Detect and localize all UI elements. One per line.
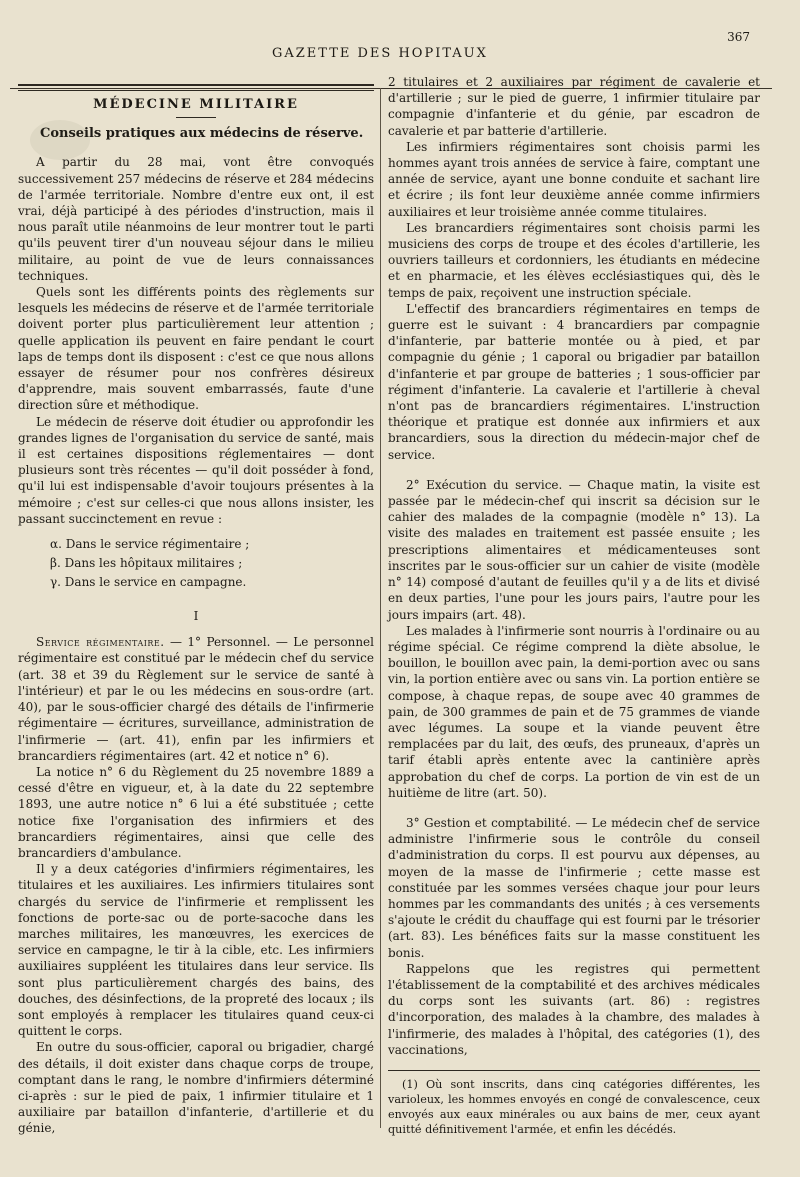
paragraph: L'effectif des brancardiers régimentaires en temps de guerre est le suivant : 4 brancardiers par compagnie d'infanterie, par batterie montée ou à pied, et par compagnie du génie ; 1 caporal ou brigadier par bataillon d'infanterie et par groupe de batteries ; 1 sous-officier par régiment d'infanterie. La cavalerie et l'artillerie à cheval n'ont pas de brancardiers régimentaires. L'instruction théorique et pratique est donnée aux infirmiers et aux brancardiers, sous la direction du médecin-major chef de service. — [388, 301, 760, 462]
paragraph: 2 titulaires et 2 auxiliaires par régiment de cavalerie et d'artillerie ; sur le pied de guerre, 1 infirmier titulaire par compagnie d'infanterie et du génie, par escadron de cavalerie et par batterie d'artillerie. — [388, 75, 760, 138]
page-header — [0, 28, 800, 68]
spacer — [388, 801, 760, 815]
left-column — [18, 70, 374, 1137]
paragraph: Les brancardiers régimentaires sont choisis parmi les musiciens des corps de troupe et des écoles d'artillerie, les ouvriers tailleurs et cordonniers, les étudiants en médecine et en pharmacie, et les élèves ecclésiastiques qui, dès le temps de paix, reçoivent une instruction spéciale. — [388, 220, 760, 300]
paragraph: A partir du 28 mai, vont être convoqués successivement 257 médecins de réserve et 284 médecins de l'armée territoriale. Nombre d'entre eux ont, il est vrai, déjà participé à des périodes d'instruction, mais il nous paraît utile néanmoins de leur montrer tout le parti qu'ils peuvent tirer d'un nouveau séjour dans le milieu militaire, au point de vue de leurs connaissances techniques. — [18, 155, 374, 283]
title-underline — [176, 117, 216, 118]
section-number: I — [193, 609, 199, 624]
spacer — [388, 463, 760, 477]
list-item: β. Dans les hôpitaux militaires ; — [50, 556, 243, 571]
page-number: 367 — [727, 30, 750, 44]
column-divider — [380, 88, 381, 1128]
running-title: GAZETTE DES HOPITAUX — [272, 46, 488, 61]
paragraph: Rappelons que les registres qui permettent l'établissement de la comptabilité et des archives médicales du corps sont les suivants (art. 86) : registres d'incorporation, des malades à la chambre, des malades à l'infirmerie, des malades à l'hôpital, des catégories (1), des vaccinations, — [388, 961, 760, 1057]
paragraph: Le médecin de réserve doit étudier ou approfondir les grandes lignes de l'organisation du service de santé, mais il est certaines dispositions réglementaires — dont plusieurs sont très récentes — qu'il doit posséder à fond, qu'il lui est indispensable d'avoir toujours présentes à la mémoire ; c'est sur celles-ci que nous allons insister, les passant succinctement en revue : — [18, 414, 374, 526]
list-item: γ. Dans le service en campagne. — [50, 575, 247, 590]
paragraph: En outre du sous-officier, caporal ou brigadier, chargé des détails, il doit exister dans chaque corps de troupe, comptant dans le rang, le nombre d'infirmiers déterminé ci-après : sur le pied de paix, 1 infirmier titulaire et 1 auxiliaire par bataillon d'infanterie, d'artillerie et du génie, — [18, 1040, 374, 1136]
paragraph: Il y a deux catégories d'infirmiers régimentaires, les titulaires et les auxiliaires. Les infirmiers titulaires sont chargés du service de l'infirmerie et remplissent les fonctions de porte-sac ou de porte-sacoche dans les marches militaires, les manœuvres, les exercices de service en campagne, le tir à la cible, etc. Les infirmiers auxiliaires suppléent les titulaires dans leur service. Ils sont plus particulièrement chargés des bains, des douches, des désinfections, de la propreté des locaux ; ils sont employés à remplacer les titulaires quand ceux-ci quittent le corps. — [18, 862, 374, 1039]
section-rule — [18, 84, 374, 91]
paragraph: La notice n° 6 du Règlement du 25 novembre 1889 a cessé d'être en vigueur, et, à la date du 22 septembre 1893, une autre notice n° 6 lui a été substituée ; cette notice fixe l'organisation des infirmiers et des brancardiers régimentaires, ainsi que celle des brancardiers d'ambulance. — [18, 764, 374, 860]
service-label: Service régimentaire. — [36, 635, 165, 650]
paragraph-text: — 1° Personnel. — Le personnel régimentaire est constitué par le médecin chef du service (art. 38 et 39 du Règlement sur le service de santé à l'intérieur) et par le ou les médecins en sous-ordre (art. 40), par le sous-officier chargé des détails de l'infirmerie régimentaire — écritures, surveillance, administration de l'infirmerie — (art. 41), enfin par les infirmiers et brancardiers régimentaires (art. 42 et notice n° 6). — [18, 635, 374, 763]
list-item: α. Dans le service régimentaire ; — [50, 537, 250, 552]
paragraph — [18, 634, 374, 764]
section-title: MÉDECINE MILITAIRE — [93, 97, 299, 112]
paragraph: 2° Exécution du service. — Chaque matin, la visite est passée par le médecin-chef qui inscrit sa décision sur le cahier des malades de la compagnie (modèle n° 13). La visite des malades en traitement est passée ensuite ; les prescriptions alimentaires et médicamenteuses sont inscrites par le sous-officier sur un cahier de visite (modèle n° 14) composé d'autant de feuilles qu'il y a de lits et divisé en deux parties, l'une pour les jours pairs, l'autre pour les jours impairs (art. 48). — [388, 477, 760, 622]
article-subtitle: Conseils pratiques aux médecins de réserve. — [40, 126, 364, 142]
paragraph: 3° Gestion et comptabilité. — Le médecin chef de service administre l'infirmerie sous le contrôle du conseil d'administration du corps. Il est pourvu aux dépenses, au moyen de la masse de l'infirmerie ; cette masse est constituée par les sommes versées chaque jour pour leurs hommes par les commandants des unités ; à ces versements s'ajoute le crédit du chauffage qui est fourni par le trésorier (art. 83). Les bénéfices faits sur la masse constituent les bonis. — [388, 815, 760, 960]
footnote-rule — [388, 1070, 760, 1071]
outline-list — [50, 535, 374, 592]
right-column — [388, 74, 760, 1137]
footnote: (1) Où sont inscrits, dans cinq catégories différentes, les varioleux, les hommes envoyés en congé de convalescence, ceux envoyés aux eaux minérales ou aux bains de mer, ceux ayant quitté définitivement l'armée, et enfin les décédés. — [388, 1077, 760, 1136]
paragraph: Les malades à l'infirmerie sont nourris à l'ordinaire ou au régime spécial. Ce régime comprend la diète absolue, le bouillon, le bouillon avec pain, la demi-portion avec ou sans vin, la portion entière avec ou sans vin. La portion entière se compose, à chaque repas, de soupe avec 40 grammes de pain, de 300 grammes de pain et de 75 grammes de viande avec légumes. La soupe et la viande peuvent être remplacées par du lait, des œufs, des pruneaux, d'après un tarif établi après entente avec la cantinière après approbation du chef de corps. La portion de vin est de un huitième de litre (art. 50). — [388, 623, 760, 800]
paragraph: Quels sont les différents points des règlements sur lesquels les médecins de réserve et de l'armée territoriale doivent porter plus particulièrement leur attention ; quelle application ils peuvent en faire pendant le court laps de temps dont ils disposent : c'est ce que nous allons essayer de résumer pour nos confrères désireux d'apprendre, mais souvent embarrassés, faute d'une direction sûre et méthodique. — [18, 285, 374, 413]
paragraph: Les infirmiers régimentaires sont choisis parmi les hommes ayant trois années de service à faire, comptant une année de service, ayant une bonne conduite et sachant lire et écrire ; ils font leur deuxième année comme infirmiers auxiliaires et leur troisième année comme titulaires. — [388, 139, 760, 219]
